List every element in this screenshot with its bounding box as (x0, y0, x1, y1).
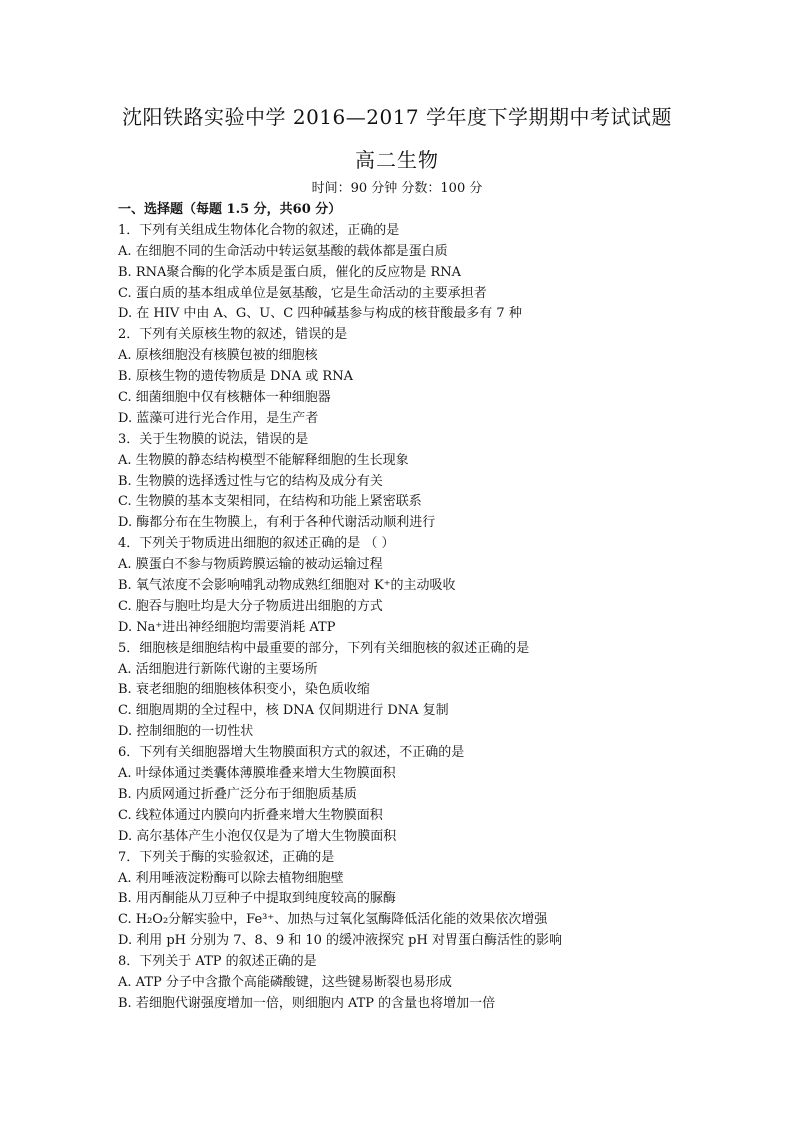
answer-option: D. 在 HIV 中由 A、G、U、C 四种碱基参与构成的核苷酸最多有 7 种 (118, 306, 522, 322)
question-stem: 4．下列关于物质进出细胞的叙述正确的是 （ ） (118, 536, 395, 552)
answer-option: B. 衰老细胞的细胞核体积变小，染色质收缩 (118, 682, 370, 698)
question-stem: 3．关于生物膜的说法，错误的是 (118, 431, 309, 447)
answer-option: A. 叶绿体通过类囊体薄膜堆叠来增大生物膜面积 (118, 766, 396, 782)
question-lines (118, 221, 698, 1015)
answer-option: C. 线粒体通过内膜向内折叠来增大生物膜面积 (118, 807, 383, 823)
question-stem: 5．细胞核是细胞结构中最重要的部分，下列有关细胞核的叙述正确的是 (118, 640, 530, 656)
answer-option: C. 胞吞与胞吐均是大分子物质进出细胞的方式 (118, 598, 383, 614)
answer-option: A. 在细胞不同的生命活动中转运氨基酸的载体都是蛋白质 (118, 243, 448, 259)
answer-option: D. 蓝藻可进行光合作用，是生产者 (118, 410, 319, 426)
question-stem: 8．下列关于 ATP 的叙述正确的是 (118, 954, 317, 970)
answer-option: B. 生物膜的选择透过性与它的结构及成分有关 (118, 473, 383, 489)
answer-option: B. 若细胞代谢强度增加一倍，则细胞内 ATP 的含量也将增加一倍 (118, 995, 496, 1011)
answer-option: A. ATP 分子中含撒个高能磷酸键，这些键易断裂也易形成 (118, 974, 452, 990)
answer-option: C. 生物膜的基本支架相同，在结构和功能上紧密联系 (118, 494, 422, 510)
answer-option: B. 原核生物的遗传物质是 DNA 或 RNA (118, 369, 353, 385)
answer-option: C. 细胞周期的全过程中，核 DNA 仅间期进行 DNA 复制 (118, 703, 449, 719)
answer-option: B. 用丙酮能从刀豆种子中提取到纯度较高的脲酶 (118, 891, 396, 907)
question-stem: 2．下列有关原核生物的叙述，错误的是 (118, 327, 348, 343)
answer-option: B. 内质网通过折叠广泛分布于细胞质基质 (118, 786, 357, 802)
answer-option: D. 高尔基体产生小泡仅仅是为了增大生物膜面积 (118, 828, 397, 844)
answer-option: D. Na⁺进出神经细胞均需要消耗 ATP (118, 619, 336, 635)
answer-option: B. RNA聚合酶的化学本质是蛋白质，催化的反应物是 RNA (118, 264, 462, 280)
answer-option: A. 生物膜的静态结构模型不能解释细胞的生长现象 (118, 452, 409, 468)
question-stem: 1．下列有关组成生物体化合物的叙述，正确的是 (118, 222, 400, 238)
answer-option: A. 活细胞进行新陈代谢的主要场所 (118, 661, 318, 677)
answer-option: D. 利用 pH 分别为 7、8、9 和 10 的缓冲液探究 pH 对胃蛋白酶活性的影响 (118, 933, 562, 949)
exam-subject: 高二生物 (355, 148, 439, 172)
answer-option: A. 原核细胞没有核膜包被的细胞核 (118, 348, 318, 364)
answer-option: C. H₂O₂分解实验中，Fe³⁺、加热与过氧化氢酶降低活化能的效果依次增强 (118, 912, 548, 928)
question-stem: 6．下列有关细胞器增大生物膜面积方式的叙述，不正确的是 (118, 745, 465, 761)
answer-option: D. 酶都分布在生物膜上，有利于各种代谢活动顺利进行 (118, 515, 436, 531)
section-heading: 一、选择题（每题 1.5 分，共60 分） (118, 202, 342, 217)
answer-option: C. 细菌细胞中仅有核糖体一种细胞器 (118, 390, 331, 406)
exam-time-score: 时间：90 分钟 分数：100 分 (311, 181, 483, 196)
answer-option: D. 控制细胞的一切性状 (118, 724, 254, 740)
answer-option: B. 氧气浓度不会影响哺乳动物成熟红细胞对 K⁺的主动吸收 (118, 578, 456, 594)
exam-title: 沈阳铁路实验中学 2016—2017 学年度下学期期中考试试题 (121, 105, 672, 129)
answer-option: A. 膜蛋白不参与物质跨膜运输的被动运输过程 (118, 557, 383, 573)
question-body (118, 200, 698, 1015)
answer-option: A. 利用唾液淀粉酶可以除去植物细胞壁 (118, 870, 344, 886)
question-stem: 7．下列关于酶的实验叙述，正确的是 (118, 849, 335, 865)
answer-option: C. 蛋白质的基本组成单位是氨基酸，它是生命活动的主要承担者 (118, 285, 487, 301)
